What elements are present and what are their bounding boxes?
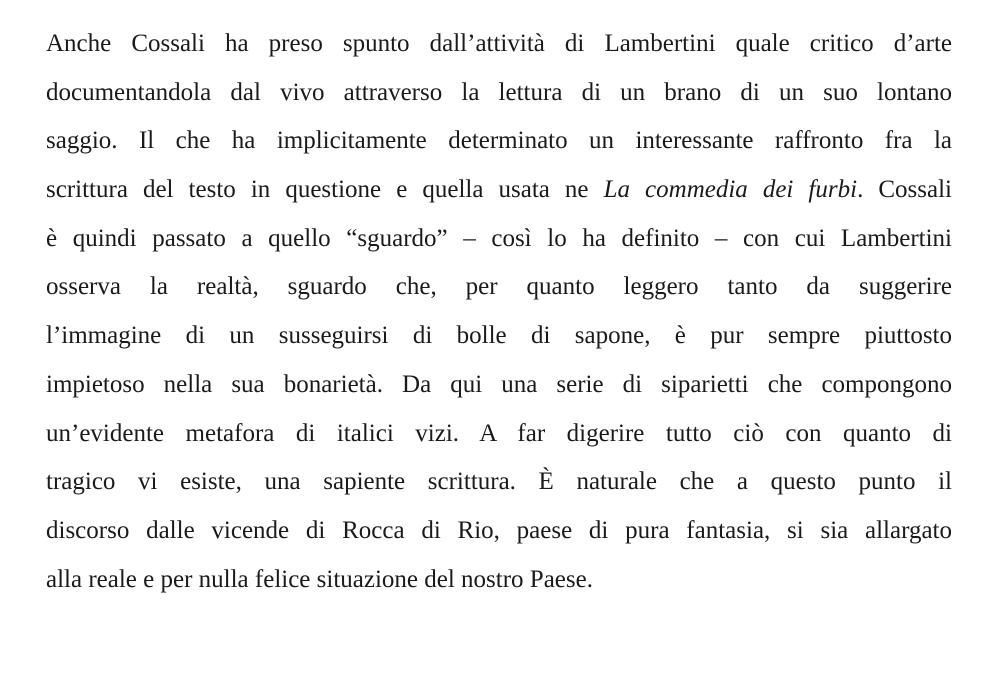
text-line: l’immagine di un susseguirsi di bolle di sapone, è pur sempre piuttosto bbox=[46, 322, 952, 350]
text-line: saggio. Il che ha implicitamente determinato un interessante raffronto fra la bbox=[46, 127, 952, 155]
body-paragraph bbox=[46, 20, 952, 604]
text-line: osserva la realtà, sguardo che, per quanto leggero tanto da suggerire bbox=[46, 273, 952, 301]
text-line-segment: scrittura del testo in questione e quella usata ne bbox=[46, 176, 604, 204]
text-line bbox=[46, 166, 952, 215]
text-line: è quindi passato a quello “sguardo” – così lo ha definito – con cui Lambertini bbox=[46, 224, 952, 252]
text-line: alla reale e per nulla felice situazione del nostro Paese. bbox=[46, 565, 593, 593]
text-line: un’evidente metafora di italici vizi. A far digerire tutto ciò con quanto di bbox=[46, 419, 952, 447]
text-line: Anche Cossali ha preso spunto dall’attività di Lambertini quale critico d’arte bbox=[46, 30, 952, 57]
text-line-segment: . Cossali bbox=[857, 176, 952, 204]
text-line: impietoso nella sua bonarietà. Da qui una serie di siparietti che compongono bbox=[46, 370, 952, 398]
italic-book-title: La commedia dei furbi bbox=[603, 176, 858, 204]
text-line: documentandola dal vivo attraverso la lettura di un brano di un suo lontano bbox=[46, 78, 952, 106]
text-line: tragico vi esiste, una sapiente scrittura. È naturale che a questo punto il bbox=[46, 468, 952, 496]
text-line: discorso dalle vicende di Rocca di Rio, paese di pura fantasia, si sia allargato bbox=[46, 516, 952, 544]
